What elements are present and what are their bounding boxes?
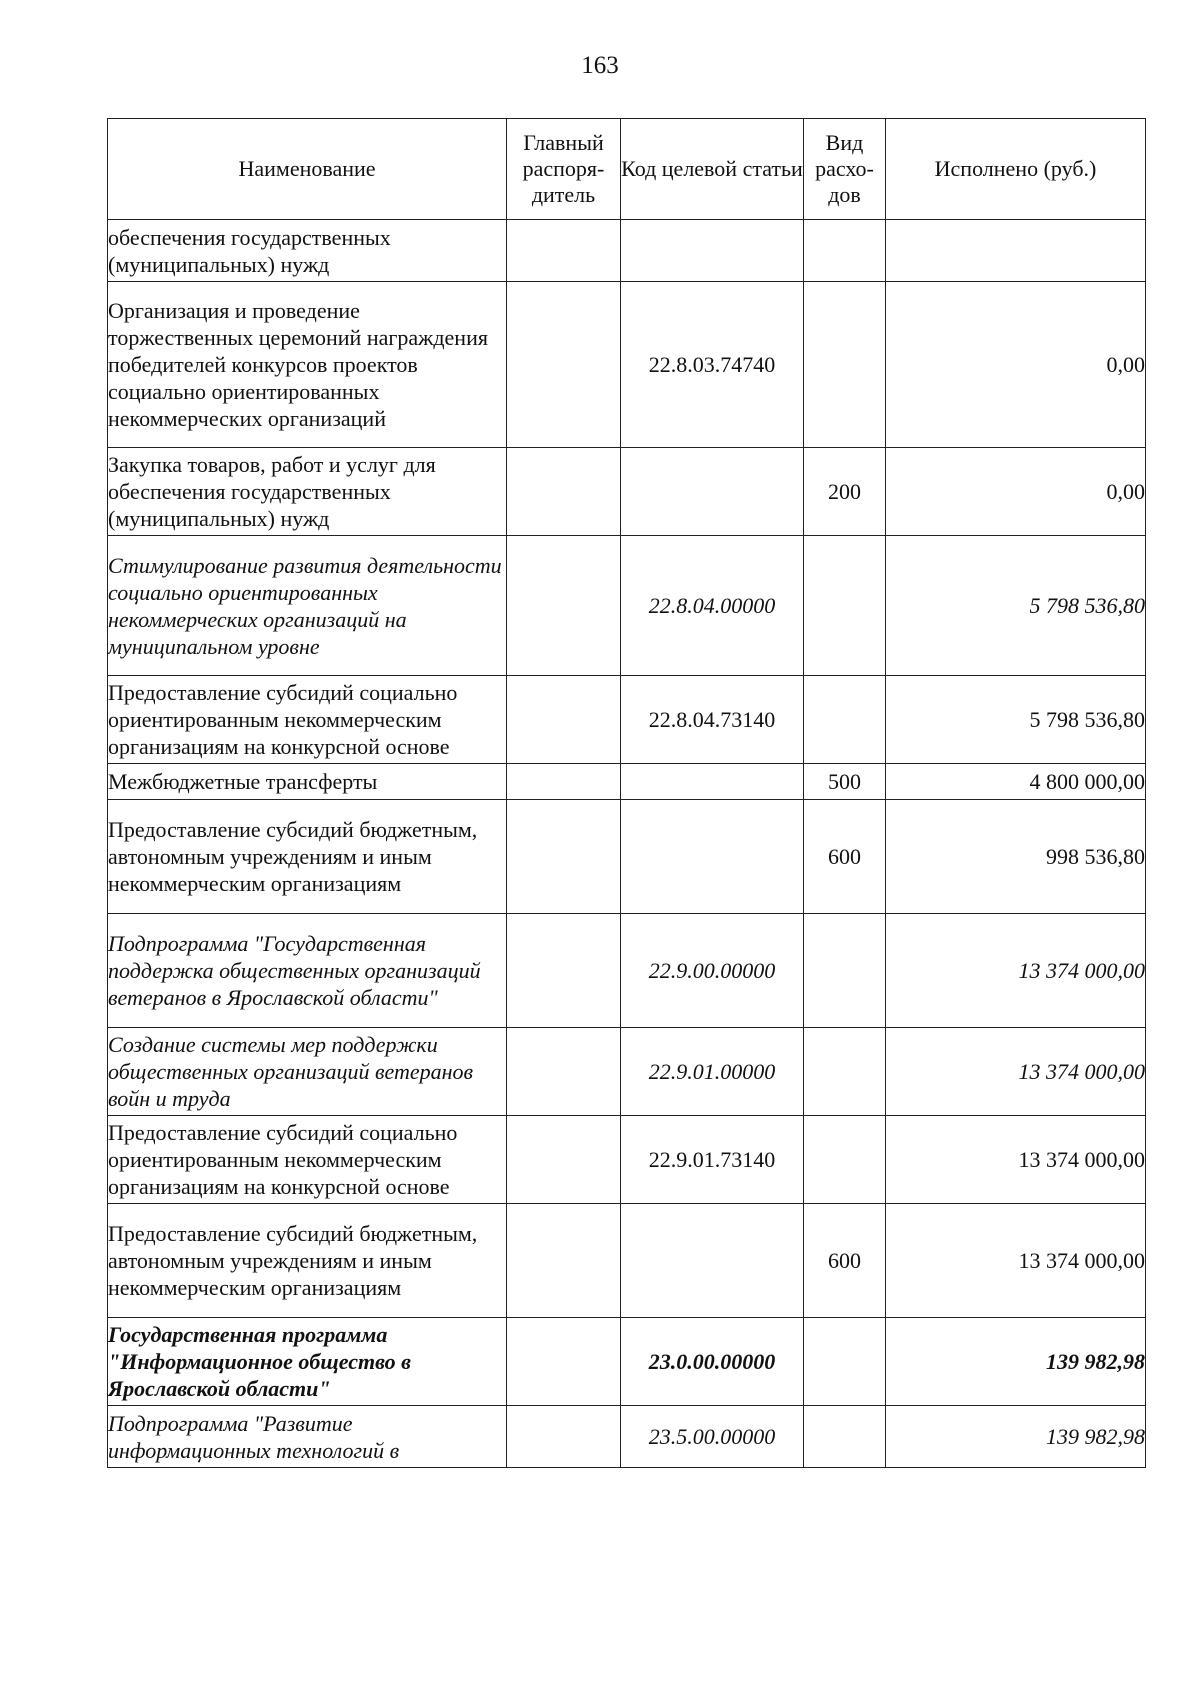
cell-code: 23.0.00.00000 — [621, 1318, 804, 1406]
table-body — [108, 220, 1146, 1468]
cell-manager — [507, 1204, 621, 1318]
table-row — [108, 448, 1146, 536]
cell-code: 22.9.01.73140 — [621, 1116, 804, 1204]
table-row — [108, 1116, 1146, 1204]
cell-amount: 0,00 — [886, 282, 1146, 448]
cell-name: Предоставление субсидий социально ориентированным некоммерческим организациям на конкурсной основе — [108, 676, 507, 764]
cell-type — [804, 914, 886, 1028]
cell-name: обеспечения государственных (муниципальных) нужд — [108, 220, 507, 282]
cell-code: 23.5.00.00000 — [621, 1406, 804, 1468]
cell-type — [804, 1318, 886, 1406]
cell-amount: 13 374 000,00 — [886, 914, 1146, 1028]
cell-code: 22.8.04.73140 — [621, 676, 804, 764]
cell-manager — [507, 1406, 621, 1468]
expenditure-table — [107, 118, 1146, 1468]
table-row — [108, 914, 1146, 1028]
cell-code — [621, 1204, 804, 1318]
cell-amount: 13 374 000,00 — [886, 1204, 1146, 1318]
cell-manager — [507, 1318, 621, 1406]
header-amount: Исполнено (руб.) — [886, 119, 1146, 220]
cell-code — [621, 448, 804, 536]
cell-amount: 139 982,98 — [886, 1406, 1146, 1468]
cell-type — [804, 1028, 886, 1116]
cell-type — [804, 220, 886, 282]
cell-type: 200 — [804, 448, 886, 536]
cell-code — [621, 800, 804, 914]
cell-name: Подпрограмма "Развитие информационных технологий в — [108, 1406, 507, 1468]
table-header-row — [108, 119, 1146, 220]
cell-name: Подпрограмма "Государственная поддержка общественных организаций ветеранов в Ярославской области" — [108, 914, 507, 1028]
table-row — [108, 282, 1146, 448]
cell-amount: 998 536,80 — [886, 800, 1146, 914]
cell-name: Закупка товаров, работ и услуг для обеспечения государственных (муниципальных) нужд — [108, 448, 507, 536]
header-manager: Главный распоря-дитель — [507, 119, 621, 220]
cell-amount: 5 798 536,80 — [886, 676, 1146, 764]
cell-manager — [507, 676, 621, 764]
cell-manager — [507, 764, 621, 800]
cell-type: 600 — [804, 1204, 886, 1318]
cell-amount: 13 374 000,00 — [886, 1028, 1146, 1116]
cell-manager — [507, 1028, 621, 1116]
cell-amount — [886, 220, 1146, 282]
table-row — [108, 800, 1146, 914]
cell-name: Предоставление субсидий бюджетным, автономным учреждениям и иным некоммерческим организациям — [108, 1204, 507, 1318]
header-type: Вид расхо-дов — [804, 119, 886, 220]
table-row — [108, 676, 1146, 764]
cell-manager — [507, 800, 621, 914]
cell-type — [804, 1406, 886, 1468]
cell-amount: 13 374 000,00 — [886, 1116, 1146, 1204]
cell-amount: 139 982,98 — [886, 1318, 1146, 1406]
table-row — [108, 1204, 1146, 1318]
table-row — [108, 1406, 1146, 1468]
table-row — [108, 1028, 1146, 1116]
page-number: 163 — [581, 52, 619, 79]
cell-name: Стимулирование развития деятельности социально ориентированных некоммерческих организаций на муниципальном уровне — [108, 536, 507, 676]
table-row — [108, 764, 1146, 800]
cell-manager — [507, 220, 621, 282]
cell-manager — [507, 282, 621, 448]
cell-amount: 4 800 000,00 — [886, 764, 1146, 800]
cell-name: Предоставление субсидий социально ориентированным некоммерческим организациям на конкурсной основе — [108, 1116, 507, 1204]
cell-name: Предоставление субсидий бюджетным, автономным учреждениям и иным некоммерческим организациям — [108, 800, 507, 914]
cell-code — [621, 220, 804, 282]
cell-name: Межбюджетные трансферты — [108, 764, 507, 800]
header-code: Код целевой статьи — [621, 119, 804, 220]
cell-name: Создание системы мер поддержки общественных организаций ветеранов войн и труда — [108, 1028, 507, 1116]
cell-type — [804, 282, 886, 448]
cell-type — [804, 1116, 886, 1204]
cell-code — [621, 764, 804, 800]
cell-manager — [507, 536, 621, 676]
cell-type — [804, 676, 886, 764]
cell-manager — [507, 914, 621, 1028]
cell-type — [804, 536, 886, 676]
cell-amount: 5 798 536,80 — [886, 536, 1146, 676]
cell-amount: 0,00 — [886, 448, 1146, 536]
cell-manager — [507, 448, 621, 536]
cell-manager — [507, 1116, 621, 1204]
cell-code: 22.9.01.00000 — [621, 1028, 804, 1116]
cell-code: 22.9.00.00000 — [621, 914, 804, 1028]
table-row — [108, 220, 1146, 282]
header-name: Наименование — [108, 119, 507, 220]
table-row — [108, 1318, 1146, 1406]
cell-name: Организация и проведение торжественных церемоний награждения победителей конкурсов проектов социально ориентированных некоммерческих организаций — [108, 282, 507, 448]
cell-name: Государственная программа "Информационное общество в Ярославской области" — [108, 1318, 507, 1406]
cell-code: 22.8.03.74740 — [621, 282, 804, 448]
table-row — [108, 536, 1146, 676]
cell-type: 500 — [804, 764, 886, 800]
cell-type: 600 — [804, 800, 886, 914]
cell-code: 22.8.04.00000 — [621, 536, 804, 676]
